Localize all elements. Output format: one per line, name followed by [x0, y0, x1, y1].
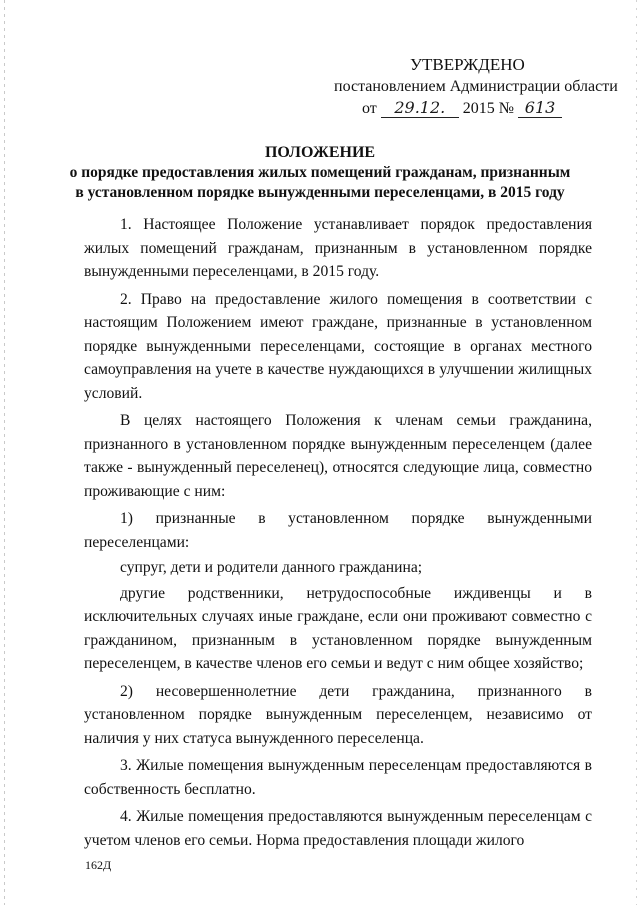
- paragraph: 4. Жилые помещения предоставляются вынужденным переселенцам с учетом членов его семьи. Норма предоставления площади жилого: [84, 808, 592, 849]
- document-body: [84, 213, 592, 856]
- handwritten-number: 613: [518, 99, 562, 118]
- handwritten-date: 29.12.: [381, 99, 459, 118]
- approval-year: 2015 №: [462, 100, 515, 117]
- paragraph: 2. Право на предоставление жилого помещения в соответствии с настоящим Положением имеют граждане, признанные в установленном порядке вынужденными переселенцами, состоящие в органах местного самоуправления на учете в качестве нуждающихся в улучшении жилищных условий.: [84, 290, 592, 402]
- paragraph: 2) несовершеннолетние дети гражданина, признанного в установленном порядке вынужденным переселенцем, независимо от наличия у них статуса вынужденного переселенца.: [84, 682, 592, 747]
- paragraph: 3. Жилые помещения вынужденным переселенцам предоставляются в собственность бесплатно.: [84, 757, 592, 798]
- document-title: [64, 143, 576, 203]
- title-line-1: о порядке предоставления жилых помещений гражданам, признанным: [69, 164, 571, 181]
- footer-code: 162Д: [85, 858, 112, 872]
- paragraph: 1. Настоящее Положение устанавливает порядок предоставления жилых помещений гражданам, признанным в установленном порядке вынужденными переселенцами, в 2015 году.: [84, 216, 592, 280]
- paragraph: 1) признанные в установленном порядке вынужденными переселенцами:: [84, 510, 592, 551]
- approval-stamp: УТВЕРЖДЕНО: [410, 55, 525, 74]
- paragraph: В целях настоящего Положения к членам семьи гражданина, признанного в установленном порядке вынужденным переселенцем (далее также - вынужденный переселенец), относятся следующие лица, совместно проживающие с ним:: [84, 412, 592, 500]
- date-prefix: от: [362, 100, 377, 117]
- title-line-2: в установленном порядке вынужденными переселенцами, в 2015 году: [75, 184, 565, 201]
- paragraph: другие родственники, нетрудоспособные иждивенцы и в исключительных случаях иные граждане, если они проживают совместно с гражданином, признанным в установленном порядке вынужденным переселенцем, в качестве членов его семьи и ведут с ним общее хозяйство;: [84, 584, 592, 672]
- scan-edge-right: [636, 0, 637, 905]
- approval-by: постановлением Администрации области: [334, 78, 618, 95]
- title-main: ПОЛОЖЕНИЕ: [264, 144, 376, 161]
- approval-dateline: [362, 98, 562, 120]
- paragraph: супруг, дети и родители данного гражданина;: [120, 559, 423, 576]
- scan-edge-left: [4, 0, 5, 905]
